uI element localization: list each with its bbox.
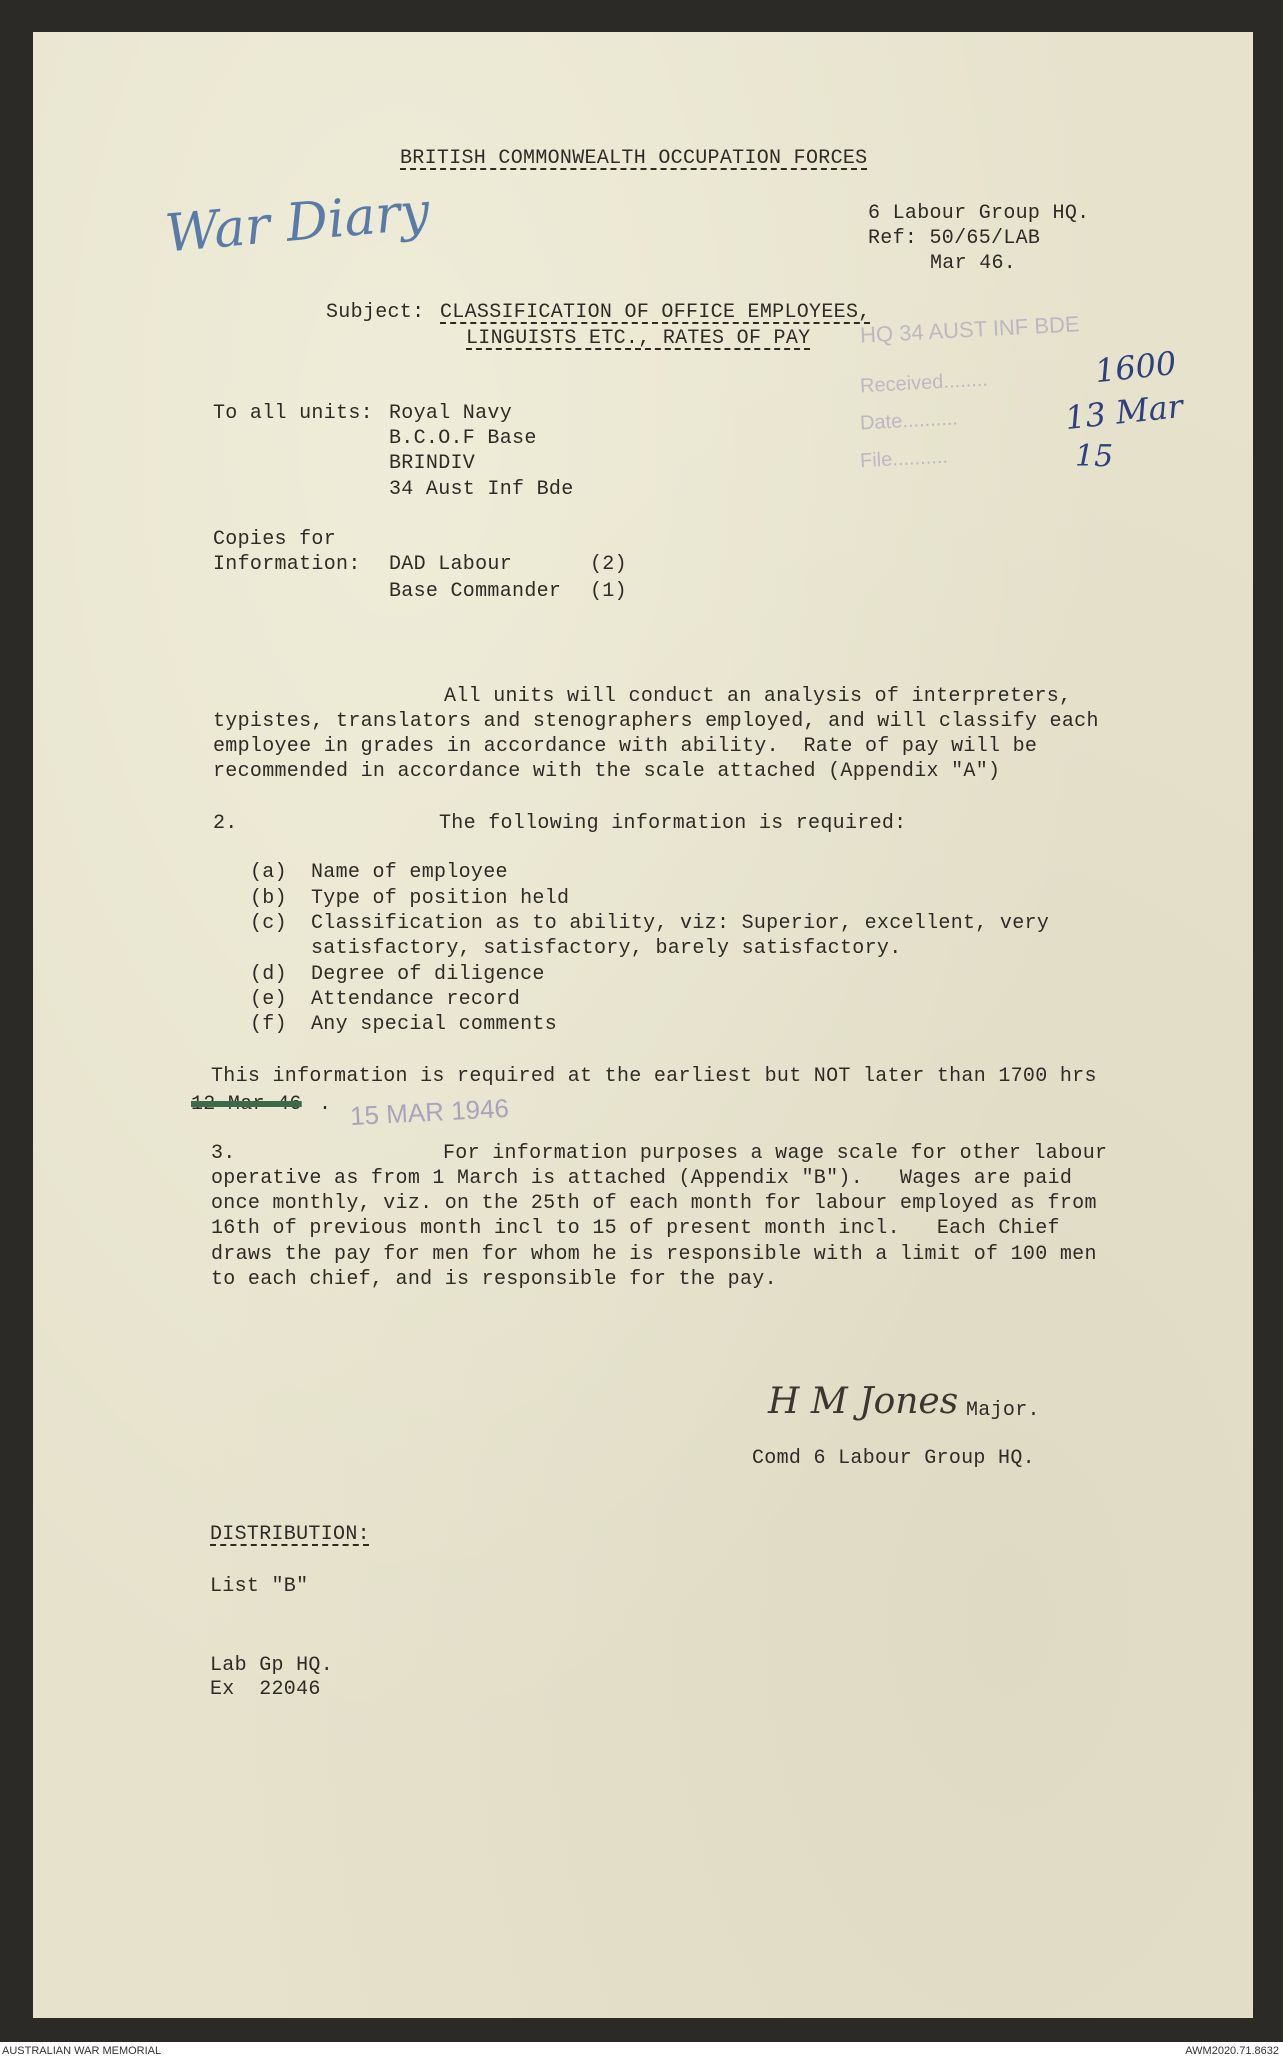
- stamp-file: File..........: [859, 445, 949, 473]
- para3-line: to each chief, and is responsible for the pay.: [211, 1268, 777, 1291]
- archive-footer: [0, 2042, 1283, 2061]
- addressee: 34 Aust Inf Bde: [389, 478, 574, 501]
- item-text: satisfactory, satisfactory, barely satisfactory.: [311, 937, 902, 960]
- addressee: Royal Navy: [389, 402, 513, 425]
- footer-accession: AWM2020.71.8632: [1185, 2045, 1279, 2057]
- addressees-label: To all units:: [213, 402, 373, 425]
- item-text: Type of position held: [311, 887, 570, 910]
- stamp-date: Date..........: [859, 407, 959, 435]
- copy-count: (1): [590, 580, 627, 603]
- item-text: Attendance record: [311, 988, 521, 1011]
- deadline-line: This information is required at the earliest but NOT later than 1700 hrs: [211, 1065, 1097, 1088]
- para3-line: operative as from 1 March is attached (Appendix "B"). Wages are paid: [211, 1167, 1073, 1190]
- item-text: Degree of diligence: [311, 963, 545, 986]
- copy-recipient: DAD Labour: [389, 553, 513, 576]
- sender-date: Mar 46.: [930, 252, 1017, 275]
- para1-line: recommended in accordance with the scale attached (Appendix "A"): [213, 760, 1001, 783]
- distribution-list: List "B": [210, 1575, 309, 1598]
- extension: Ex 22046: [210, 1678, 321, 1701]
- distribution-heading: DISTRIBUTION:: [210, 1523, 370, 1546]
- item-letter: (a): [250, 861, 287, 884]
- stamp-received: Received........: [859, 368, 989, 398]
- hand-file: 15: [1075, 439, 1114, 474]
- handwritten-war-diary: War Diary: [162, 181, 432, 265]
- stamp-unit: HQ 34 AUST INF BDE: [859, 311, 1081, 348]
- subject-line-2: LINGUISTS ETC., RATES OF PAY: [466, 327, 811, 350]
- para3-line: For information purposes a wage scale for other labour: [443, 1142, 1108, 1165]
- addressee: BRINDIV: [389, 452, 476, 475]
- sender-unit: 6 Labour Group HQ.: [868, 202, 1090, 225]
- item-text: Any special comments: [311, 1013, 558, 1036]
- item-letter: (e): [250, 988, 287, 1011]
- signature-title: Comd 6 Labour Group HQ.: [752, 1447, 1035, 1470]
- item-letter: (c): [250, 912, 287, 935]
- item-text: Name of employee: [311, 861, 508, 884]
- date-stamp: 15 MAR 1946: [349, 1092, 510, 1132]
- item-letter: (f): [250, 1013, 287, 1036]
- para1-line: employee in grades in accordance with ability. Rate of pay will be: [213, 735, 1038, 758]
- para2-number: 2.: [213, 812, 238, 835]
- signature: H M Jones: [768, 1381, 959, 1422]
- information-label: Information:: [213, 553, 361, 576]
- para3-line: 16th of previous month incl to 15 of present month incl. Each Chief: [211, 1217, 1060, 1240]
- item-letter: (b): [250, 887, 287, 910]
- para1-line: typistes, translators and stenographers employed, and will classify each: [213, 710, 1099, 733]
- para2-intro: The following information is required:: [439, 812, 907, 835]
- para1-line: All units will conduct an analysis of interpreters,: [444, 685, 1072, 708]
- para3-line: draws the pay for men for whom he is responsible with a limit of 100 men: [211, 1243, 1097, 1266]
- letterhead: BRITISH COMMONWEALTH OCCUPATION FORCES: [400, 147, 868, 170]
- copy-count: (2): [590, 553, 627, 576]
- origin: Lab Gp HQ.: [210, 1654, 334, 1677]
- deadline-end: .: [319, 1093, 332, 1116]
- copies-label: Copies for: [213, 528, 337, 551]
- item-text: Classification as to ability, viz: Superior, excellent, very: [311, 912, 1050, 935]
- footer-institution: AUSTRALIAN WAR MEMORIAL: [2, 2045, 162, 2057]
- hand-time: 1600: [1093, 343, 1179, 391]
- copy-recipient: Base Commander: [389, 580, 562, 603]
- deadline-struck-date: 12 Mar 46: [191, 1093, 302, 1116]
- signature-rank: Major.: [966, 1399, 1040, 1422]
- addressee: B.C.O.F Base: [389, 427, 537, 450]
- para3-line: once monthly, viz. on the 25th of each month for labour employed as from: [211, 1192, 1097, 1215]
- item-letter: (d): [250, 963, 287, 986]
- subject-label: Subject:: [326, 301, 425, 324]
- para3-number: 3.: [211, 1142, 236, 1165]
- subject-line-1: CLASSIFICATION OF OFFICE EMPLOYEES,: [440, 301, 871, 324]
- sender-ref: Ref: 50/65/LAB: [868, 227, 1041, 250]
- hand-date: 13 Mar: [1063, 386, 1185, 438]
